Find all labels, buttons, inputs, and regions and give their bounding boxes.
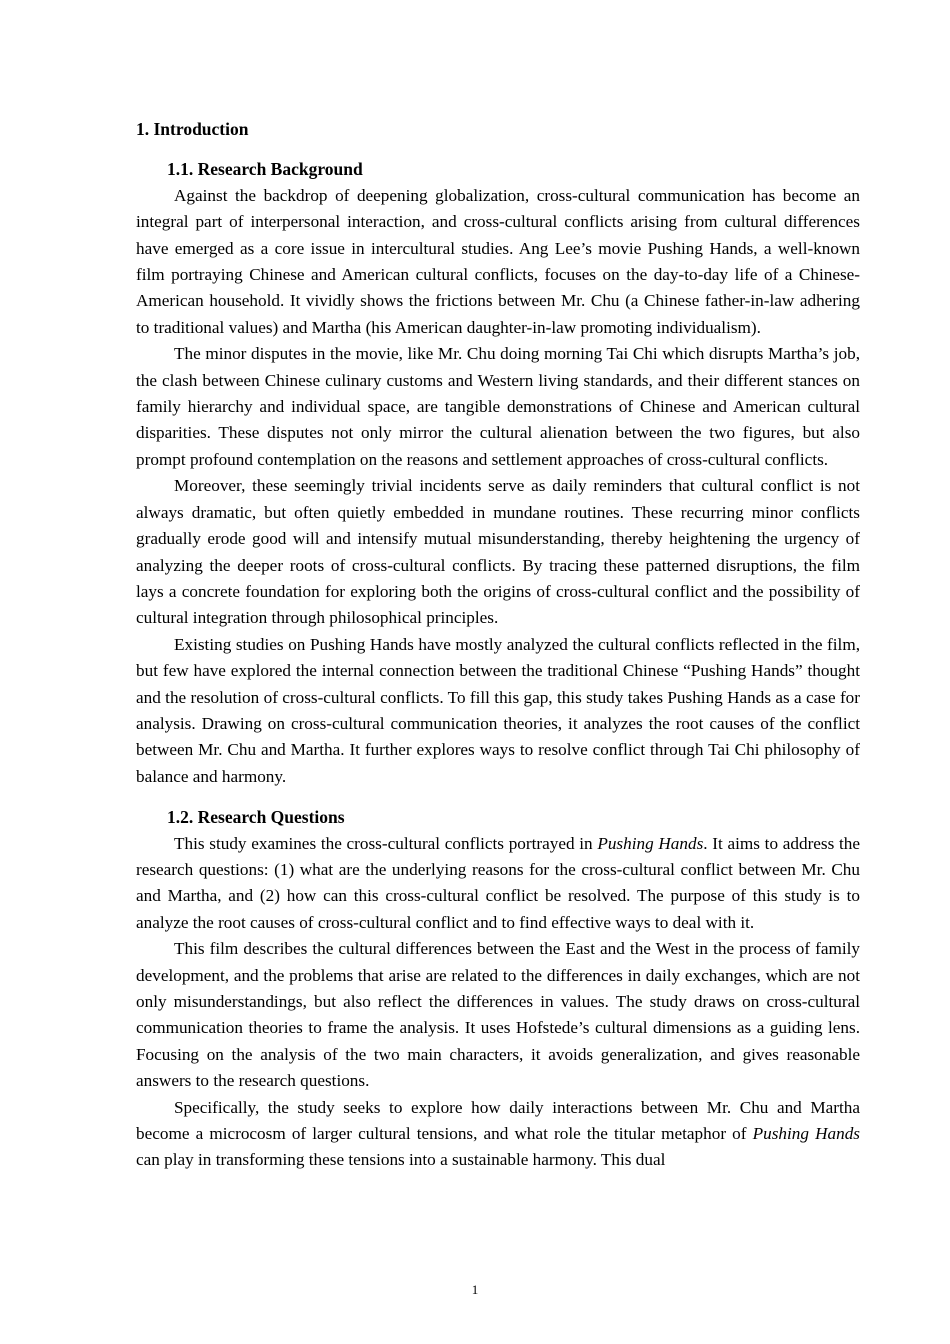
chapter-heading: 1. Introduction [136,119,249,139]
page-number: 1 [471,1282,479,1297]
film-title-italic: Pushing Hands [597,833,704,853]
paragraph [136,831,860,937]
paragraph: Existing studies on Pushing Hands have mostly analyzed the cultural conflicts reflected in the film, but few have explored the internal connection between the traditional Chinese “Pushing Hands” thought and the resolution of cross-cultural conflicts. To fill this gap, this study takes Pushing Hands as a case for analysis. Drawing on cross-cultural communication theories, it analyzes the root causes of the conflict between Mr. Chu and Martha. It further explores ways to resolve conflict through Tai Chi philosophy of balance and harmony. [136,634,860,786]
paragraph [136,1095,860,1174]
text-run: This study examines the cross-cultural conflicts portrayed in [174,833,598,853]
text-run: Specifically, the study seeks to explore how daily interactions between Mr. Chu and Martha become a microcosm of larger cultural tensions, and what role the titular metaphor of [136,1097,860,1144]
document-page [136,116,860,1174]
film-title-italic: Pushing Hands [752,1124,860,1144]
text-run: can play in transforming these tensions into a sustainable harmony. This dual [136,1150,666,1170]
text-run: . It aims to address the research questions: (1) what are the underlying reasons for the cross-cultural conflict between Mr. Chu and Martha, and (2) how can this cross-cultural conflict be resolved. The purpose of this study is to analyze the root causes of cross-cultural conflict and to find effective ways to deal with it. [136,833,861,932]
paragraph: Moreover, these seemingly trivial incidents serve as daily reminders that cultural conflict is not always dramatic, but often quietly embedded in mundane routines. These recurring minor conflicts gradually erode good will and intensify mutual misunderstanding, thereby heightening the urgency of analyzing the deeper roots of cross-cultural conflicts. By tracing these patterned disruptions, the film lays a concrete foundation for exploring both the origins of cross-cultural conflict and the possibility of cultural integration through philosophical principles. [136,476,860,628]
paragraph: Against the backdrop of deepening globalization, cross-cultural communication has become an integral part of interpersonal interaction, and cross-cultural conflicts arising from cultural differences have emerged as a core issue in intercultural studies. Ang Lee’s movie Pushing Hands, a well-known film portraying Chinese and American cultural conflicts, focuses on the day-to-day life of a Chinese-American household. It vividly shows the frictions between Mr. Chu (a Chinese father-in-law adhering to traditional values) and Martha (his American daughter-in-law promoting individualism). [136,185,860,337]
section-heading-research-questions: 1.2. Research Questions [167,807,345,828]
section-heading-research-background: 1.1. Research Background [167,159,363,180]
paragraph: The minor disputes in the movie, like Mr. Chu doing morning Tai Chi which disrupts Martha’s job, the clash between Chinese culinary customs and Western living standards, and their different stances on family hierarchy and individual space, are tangible demonstrations of Chinese and American cultural disparities. These disputes not only mirror the cultural alienation between the two figures, but also prompt profound contemplation on the reasons and settlement approaches of cross-cultural conflicts. [136,344,860,469]
paragraph: This film describes the cultural differences between the East and the West in the process of family development, and the problems that arise are related to the differences in daily exchanges, which are not only misunderstandings, but also reflect the differences in values. The study draws on cross-cultural communication theories to frame the analysis. It uses Hofstede’s cultural dimensions as a guiding lens. Focusing on the analysis of the two main characters, it avoids generalization, and gives reasonable answers to the research questions. [136,939,860,1091]
